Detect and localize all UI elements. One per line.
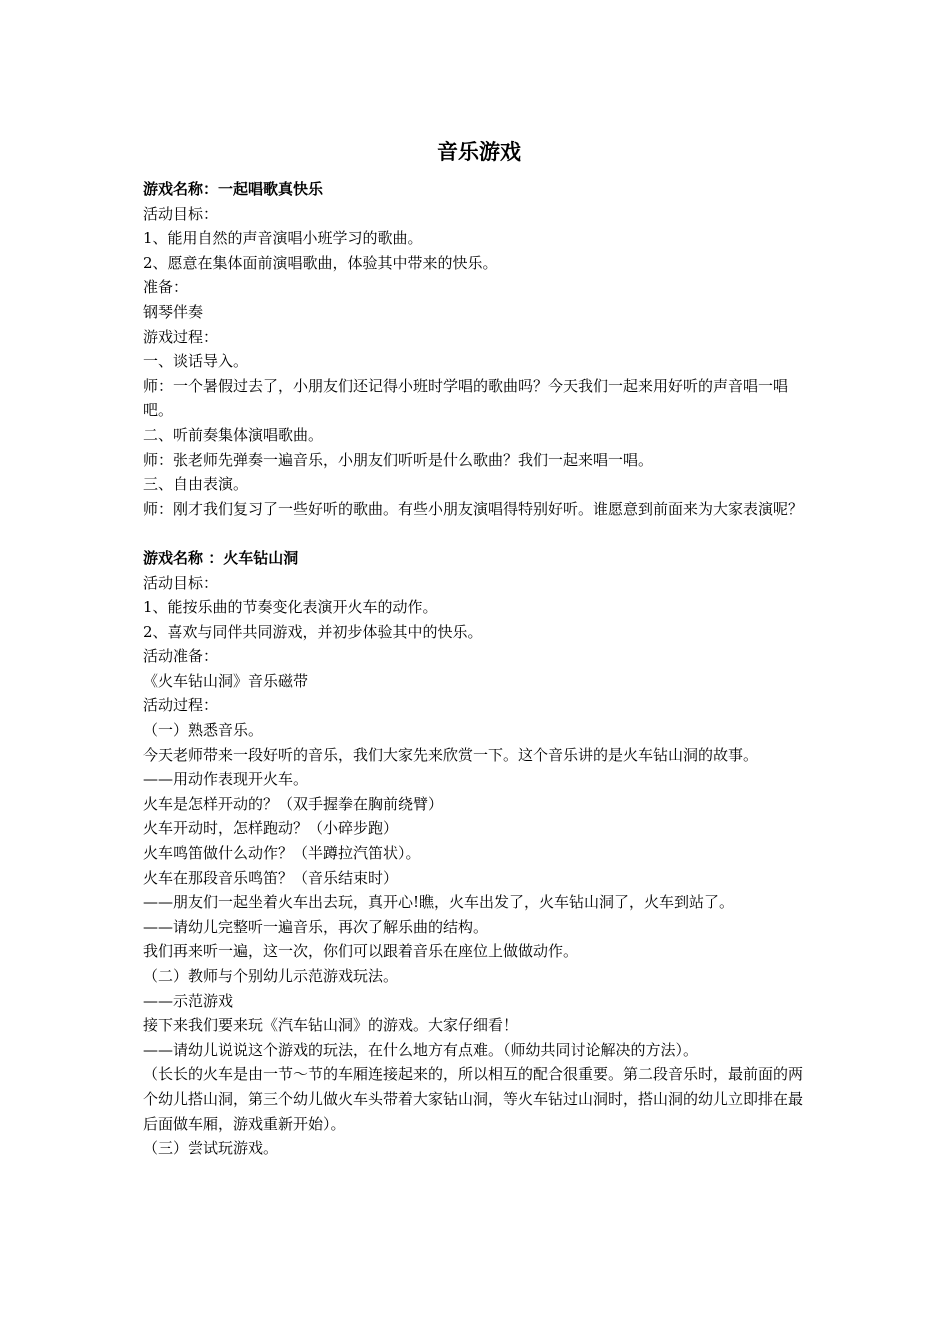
document-title: 音乐游戏 [437,140,521,164]
paragraph-line: 钢琴伴奏 [143,302,204,321]
paragraph-line: 2、喜欢与同伴共同游戏，并初步体验其中的快乐。 [143,622,483,641]
document-page [143,137,815,1161]
paragraph-line: 活动目标： [143,204,219,223]
section-heading: 游戏名称 ：火车钻山洞 [143,548,299,567]
paragraph-line: （长长的火车是由一节～节的车厢连接起来的，所以相互的配合很重要。第二段音乐时，最前面的两个幼儿搭山洞，第三个幼儿做火车头带着大家钻山洞，等火车钻过山洞时，搭山洞的幼儿立即排在最后面做车厢，游戏重新开始）。 [143,1065,804,1133]
paragraph-line: ——请幼儿完整听一遍音乐，再次了解乐曲的结构。 [143,917,489,936]
paragraph-line: 今天老师带来一段好听的音乐，我们大家先来欣赏一下。这个音乐讲的是火车钻山洞的故事。 [143,745,759,764]
paragraph-line: 师：张老师先弹奏一遍音乐，小朋友们听听是什么歌曲？我们一起来唱一唱。 [143,450,654,469]
paragraph-line: 师：刚才我们复习了一些好听的歌曲。有些小朋友演唱得特别好听。谁愿意到前面来为大家表演呢？ [143,499,804,518]
paragraph-line: （一）熟悉音乐。 [143,721,264,740]
section-train-tunnel [143,546,815,1161]
paragraph-line: 火车鸣笛做什么动作？（半蹲拉汽笛状）。 [143,844,421,863]
paragraph-line: ——朋友们一起坐着火车出去玩，真开心!瞧，火车出发了，火车钻山洞了，火车到站了。 [143,893,735,912]
paragraph-line: 准备： [143,278,189,297]
paragraph-line: 活动准备： [143,647,219,666]
paragraph-line: 二、听前奏集体演唱歌曲。 [143,425,324,444]
paragraph-line: ——用动作表现开火车。 [143,770,309,789]
paragraph-line: 游戏过程： [143,327,219,346]
section-sing-together [143,177,815,521]
paragraph-line: （三）尝试玩游戏。 [143,1139,279,1158]
blank-line [143,521,815,546]
section-heading: 游戏名称：一起唱歌真快乐 [143,180,324,198]
paragraph-line: 接下来我们要来玩《汽车钻山洞》的游戏。大家仔细看！ [143,1016,519,1035]
paragraph-line: 活动过程： [143,696,219,715]
paragraph-line: 活动目标： [143,573,219,592]
paragraph-line: 2、愿意在集体面前演唱歌曲，体验其中带来的快乐。 [143,253,498,272]
paragraph-line: 我们再来听一遍，这一次，你们可以跟着音乐在座位上做做动作。 [143,942,579,961]
paragraph-line: 三、自由表演。 [143,475,249,494]
paragraph-line: 火车是怎样开动的？（双手握拳在胸前绕臂） [143,794,444,813]
paragraph-line: ——请幼儿说说这个游戏的玩法，在什么地方有点难。（师幼共同讨论解决的方法）。 [143,1040,699,1059]
paragraph-line: （二）教师与个别幼儿示范游戏玩法。 [143,967,399,985]
paragraph-line: 1、能按乐曲的节奏变化表演开火车的动作。 [143,598,438,617]
paragraph-line: 《火车钻山洞》音乐磁带 [143,671,309,690]
paragraph-line: 1、能用自然的声音演唱小班学习的歌曲。 [143,229,423,248]
paragraph-line: 师：一个暑假过去了，小朋友们还记得小班时学唱的歌曲吗？今天我们一起来用好听的声音唱一唱吧。 [143,376,789,420]
paragraph-line: 一、谈话导入。 [143,352,249,371]
paragraph-line: ——示范游戏 [143,991,234,1010]
paragraph-line: 火车开动时，怎样跑动？（小碎步跑） [143,819,399,838]
paragraph-line: 火车在那段音乐鸣笛？（音乐结束时） [143,868,399,887]
